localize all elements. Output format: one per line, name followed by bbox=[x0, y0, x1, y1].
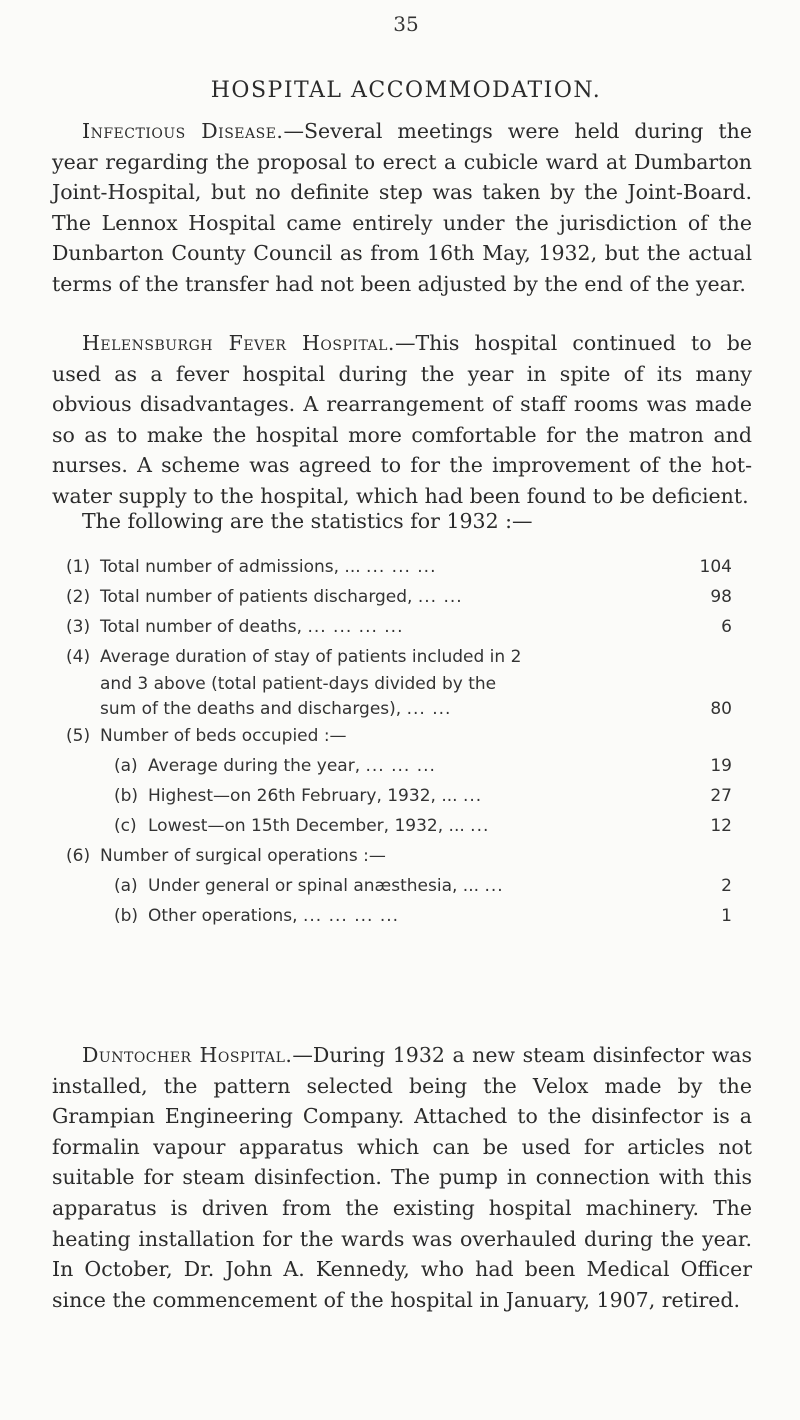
leader-dots: ... ... ... ... bbox=[307, 617, 404, 637]
section-title-helensburgh: Helensburgh Fever Hospital. bbox=[82, 331, 395, 355]
statistics-item bbox=[66, 642, 732, 672]
statistics-item bbox=[66, 841, 732, 871]
item-value: 98 bbox=[710, 587, 732, 607]
item-number: (4) bbox=[66, 647, 91, 667]
statistics-item bbox=[66, 552, 732, 582]
item-value: 27 bbox=[710, 786, 732, 807]
statistics-subitem bbox=[66, 901, 732, 931]
paragraph-body: —Several meetings were held during the year regarding the proposal to erect a cubicle ward at Dumbarton Joint-Hospital, but no definite step was taken by the Joint-Board. The Lennox Hospital came entirely under the jurisdiction of the Dunbarton County Council as from 16th May, 1932, but the actual terms of the transfer had not been adjusted by the end of the year. bbox=[52, 119, 752, 296]
item-value: 6 bbox=[721, 617, 732, 637]
statistics-intro: The following are the statistics for 1932 :— bbox=[82, 509, 533, 533]
leader-dots: ... ... ... bbox=[365, 756, 436, 777]
item-label: Other operations, bbox=[148, 906, 298, 927]
statistics-item-continued bbox=[66, 697, 732, 722]
paragraph-duntocher bbox=[52, 1040, 752, 1315]
statistics-subitem bbox=[66, 871, 732, 901]
item-label: Number of surgical operations :— bbox=[100, 846, 386, 867]
item-label: Lowest—on 15th December, 1932, ... bbox=[148, 816, 465, 837]
section-title-duntocher: Duntocher Hospital. bbox=[82, 1043, 293, 1067]
item-label: Highest—on 26th February, 1932, ... bbox=[148, 786, 458, 807]
item-number: (c) bbox=[114, 816, 137, 837]
item-number: (a) bbox=[114, 876, 138, 897]
item-number: (3) bbox=[66, 617, 91, 637]
leader-dots: ... bbox=[470, 816, 490, 837]
statistics-subitem bbox=[66, 811, 732, 841]
item-value: 2 bbox=[721, 876, 732, 897]
item-value: 19 bbox=[710, 756, 732, 777]
page-title: HOSPITAL ACCOMMODATION. bbox=[210, 78, 602, 103]
item-number: (2) bbox=[66, 587, 91, 607]
item-number: (b) bbox=[114, 906, 139, 927]
section-title-infectious-disease: Infectious Disease. bbox=[82, 119, 284, 143]
statistics-item bbox=[66, 721, 732, 751]
statistics-subitem bbox=[66, 781, 732, 811]
statistics-list bbox=[66, 552, 732, 931]
item-label: Under general or spinal anæsthesia, ... bbox=[148, 876, 480, 897]
item-label-line: and 3 above (total patient-days divided by the bbox=[100, 674, 497, 694]
item-value: 104 bbox=[699, 557, 732, 577]
item-label: Average during the year, bbox=[148, 756, 361, 777]
statistics-item bbox=[66, 612, 732, 642]
item-number: (6) bbox=[66, 846, 91, 867]
item-label: Total number of patients discharged, bbox=[100, 587, 413, 607]
statistics-subitem bbox=[66, 751, 732, 781]
item-number: (a) bbox=[114, 756, 138, 777]
paragraph-infectious-disease bbox=[52, 116, 752, 300]
item-number: (5) bbox=[66, 726, 91, 747]
statistics-item bbox=[66, 582, 732, 612]
statistics-item-continued bbox=[66, 672, 732, 697]
leader-dots: ... ... ... bbox=[366, 557, 437, 577]
leader-dots: ... ... ... ... bbox=[302, 906, 400, 927]
item-label: Number of beds occupied :— bbox=[100, 726, 347, 747]
page-number: 35 bbox=[393, 12, 419, 36]
item-number: (1) bbox=[66, 557, 91, 577]
item-number: (b) bbox=[114, 786, 139, 807]
item-value: 12 bbox=[710, 816, 732, 837]
item-label-line: Average duration of stay of patients included in 2 bbox=[100, 647, 522, 667]
leader-dots: ... ... bbox=[417, 587, 463, 607]
leader-dots: ... bbox=[462, 786, 483, 807]
item-label-line: sum of the deaths and discharges), bbox=[100, 698, 402, 719]
leader-dots: ... bbox=[484, 876, 504, 897]
paragraph-body: —During 1932 a new steam disinfector was installed, the pattern selected being the Velox made by the Grampian Engineering Company. Attached to the disinfector is a formalin vapour apparatus which can be used for articles not suitable for steam disinfection. The pump in connection with this apparatus is driven from the existing hospital machinery. The heating installation for the wards was overhauled during the year. In October, Dr. John A. Kennedy, who had been Medical Officer since the commencement of the hospital in January, 1907, retired. bbox=[52, 1043, 753, 1312]
item-label: Total number of admissions, ... bbox=[100, 557, 361, 577]
item-value: 80 bbox=[710, 698, 732, 719]
paragraph-body: —This hospital continued to be used as a fever hospital during the year in spite of its many obvious disadvantages. A rearrangement of staff rooms was made so as to make the hospital more comfortable for the matron and nurses. A scheme was agreed to for the improvement of the hot-water supply to the hospital, which had been found to be deficient. bbox=[52, 331, 752, 508]
item-value: 1 bbox=[721, 906, 732, 927]
leader-dots: ... ... bbox=[406, 698, 452, 719]
item-label: Total number of deaths, bbox=[100, 617, 303, 637]
paragraph-helensburgh bbox=[52, 328, 752, 512]
